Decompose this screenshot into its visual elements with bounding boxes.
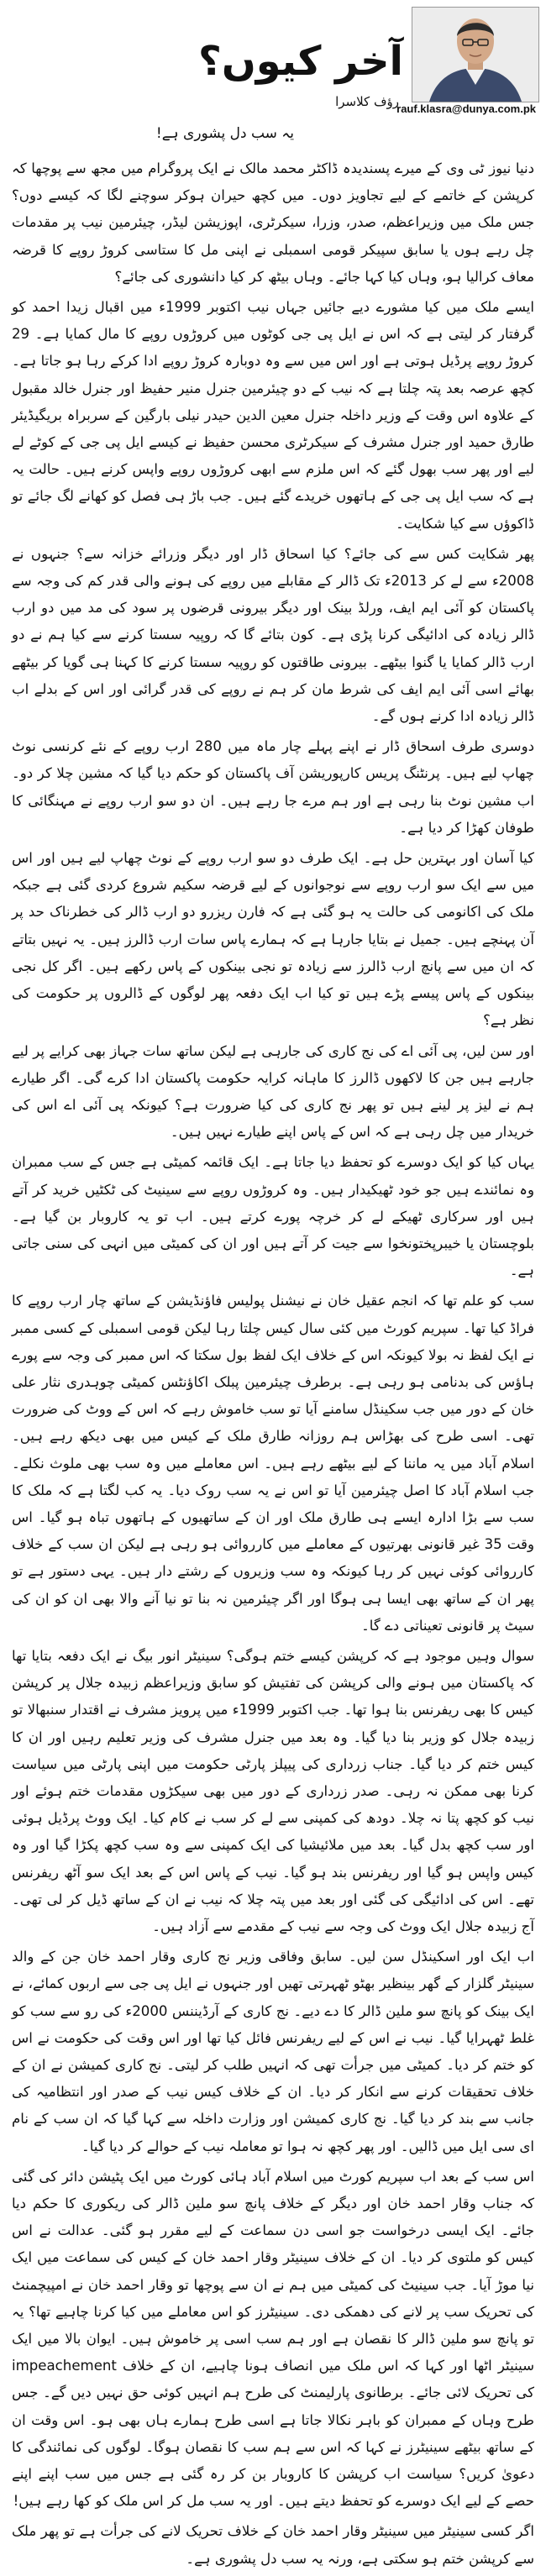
author-email[interactable]: rauf.klasra@dunya.com.pk	[396, 102, 536, 115]
article-paragraph: کیا آسان اور بہترین حل ہے۔ ایک طرف دو سو ارب روپے کے نوٹ چھاپ لیے ہیں اور اس میں سے ایک سو ارب روپے سے نوجوانوں کے لیے قرضہ سکیم شروع کردی گئی ہے جبکہ ملک کی اکانومی کی حالت یہ ہو گئی ہے کہ فارن ریزرو دو ارب ڈالر کی خطرناک حد پر آن پہنچے ہیں۔ جمیل نے بتایا جارہا ہے کہ ہمارے پاس سات ارب ڈالرز ہیں۔ یہ نہیں بتاتے کہ ان میں سے پانچ ارب ڈالرز سے زیادہ تو نجی بینکوں کے پاس رکھے ہیں۔ اگر کل نجی بینکوں کے پاس پیسے پڑے ہیں تو کیا اب ایک دفعہ پھر لوگوں کے ڈالروں پر حکومت کی نظر ہے؟	[12, 850, 534, 1029]
article-paragraph: اب ایک اور اسکینڈل سن لیں۔ سابق وفاقی وزیر نج کاری وقار احمد خان جن کے والد سینیٹر گلزار کے گھر بینظیر بھٹو ٹھہرتی تھیں اور جنہوں نے ایل پی جی سے اربوں کمائے، نے ایک بینک کو پانچ سو ملین ڈالر کا دے دیے۔ نج کاری کے آرڈیننس 2000ء کی رو سے سب کو غلط ٹھہرایا گیا۔ نیب نے اس کے لیے ریفرنس فائل کیا تھا اور اس وقت کی حکومت نے اس کو ختم کر دیا۔ کمیٹی میں جرأت تھی کہ انہیں طلب کر لیتی۔ نج کاری کمیشن نے ان کے خلاف تحقیقات کرنے سے انکار کر دیا۔ ان کے خلاف کیس نیب کے صدر اور انتظامیہ کی جانب سے بند کر دیا گیا۔ نج کاری کمیشن اور وزارت داخلہ سے کہا گیا کہ ان سب کے نام ای سی ایل میں ڈالیں۔ اور پھر کچھ نہ ہوا تو معاملہ نیب کے حوالے کر دیا گیا۔	[12, 1949, 535, 2154]
article-paragraph: دوسری طرف اسحاق ڈار نے اپنے پہلے چار ماہ میں 280 ارب روپے کے نئے کرنسی نوٹ چھاپ لیے ہیں۔ پرنٹنگ پریس کارپوریشن آف پاکستان کو حکم دیا گیا کہ مشین چلا کر دو۔ اب مشین نوٹ بنا رہی ہے اور ہم مرے جا رہے ہیں۔ ان دو سو ارب روپے نے مہنگائی کا طوفان کھڑا کر دیا ہے۔	[12, 738, 534, 836]
article-paragraph: اور سن لیں، پی آئی اے کی نج کاری کی جارہی ہے لیکن ساتھ سات جہاز بھی کرایے پر لیے جارہے ہیں جن کا لاکھوں ڈالرز کا ماہانہ کرایہ حکومت پاکستان ادا کرے گی۔ اگر طیارے ہم نے لیز پر لینے ہیں تو پھر نج کاری کی کیا ضرورت ہے؟ کیونکہ پی آئی اے اس کی خریدار میں چل رہی ہے کہ اس کے پاس اپنے طیارے نہیں ہیں۔	[12, 1042, 534, 1141]
article-paragraph: دنیا نیوز ٹی وی کے میرے پسندیدہ ڈاکٹر محمد مالک نے ایک پروگرام میں مجھ سے پوچھا کہ کرپشن کے خاتمے کے لیے تجاویز دوں۔ میں کچھ حیران ہوکر سوچنے لگا کہ کیسے دوں؟ جس ملک میں وزیراعظم، صدر، وزرا، سیکرٹری، اپوزیشن لیڈر، چیئرمین نیب پر مقدمات چل رہے ہوں یا سابق سپیکر قومی اسمبلی نے اپنی مل کا ستاسی کروڑ روپے کا قرضہ معاف کرالیا ہو، وہاں کیا کہا جائے۔ وہاں بیٹھ کر کیا دانشوری کی جائے؟	[12, 160, 534, 285]
author-photo	[412, 7, 539, 102]
column-title: آخر کیوں؟	[197, 38, 403, 85]
article-paragraph: اگر کسی سینیٹر میں سینیٹر وقار احمد خان کے خلاف تحریک لانے کی جرأت ہے تو پھر ملک سے کرپشن ختم ہو سکتی ہے، ورنہ یہ سب دل پشوری ہے۔	[12, 2523, 534, 2567]
article-paragraph: ایسے ملک میں کیا مشورے دیے جائیں جہاں نیب اکتوبر 1999ء میں اقبال زیدا احمد کو گرفتار کر لیتی ہے کہ اس نے ایل پی جی کوٹوں میں کروڑوں روپے کا مال کمایا ہے۔ 29 کروڑ روپے پرڈیل ہوتی ہے اور اس میں سے وہ دوبارہ کروڑ روپے ادا کرکے رہا ہو جاتا ہے۔ کچھ عرصہ بعد پتہ چلتا ہے کہ نیب کے دو چیئرمین جنرل منیر حفیظ اور جنرل خالد مقبول کے علاوہ اس وقت کے وزیر داخلہ جنرل معین الدین حیدر نیلی بارگین کے سربراہ بریگیڈیئر طارق حمید اور جنرل مشرف کے سیکرٹری محسن حفیظ نے کیسے ایل پی جی کے کوٹے لے لیے اور پھر سب بھول گئے کہ اس ملزم سے ابھی کروڑوں روپے واپس کرنے ہیں۔ حالت یہ ہے کہ سب ایل پی جی کے ہاتھوں خریدے گئے ہیں۔ جب باڑ ہی فصل کو کھانے لگ جائے تو ڈاکوؤں سے کیا شکایت۔	[12, 299, 534, 532]
author-name: رؤف کلاسرا	[335, 94, 399, 109]
author-portrait-icon	[412, 8, 538, 102]
article-paragraph: یہاں کیا کو ایک دوسرے کو تحفظ دیا جاتا ہے۔ ایک قائمہ کمیٹی ہے جس کے سب ممبران وہ نمائندے ہیں جو خود ٹھیکیدار ہیں۔ وہ کروڑوں روپے سے سینیٹ کی ٹکٹیں خرید کر آتے ہیں اور سرکاری ٹھیکے لے کر خرچہ پورے کرتے ہیں۔ اب تو یہ کاروبار بن گیا ہے۔ بلوچستان یا خیبرپختونخوا سے جیت کر آتے ہیں اور ان کی کمیٹی میں انہی کی سنی جاتی ہے۔	[12, 1154, 534, 1279]
article-paragraph: سب کو علم تھا کہ انجم عقیل خان نے نیشنل پولیس فاؤنڈیشن کے ساتھ چار ارب روپے کا فراڈ کیا تھا۔ سپریم کورٹ میں کئی سال کیس چلتا رہا لیکن قومی اسمبلی کے کسی ممبر نے ایک لفظ نہ بولا کیونکہ اس کے خلاف ایک لفظ بول سکتا کہ اس ممبر کی وجہ سے پورے ہاؤس کی بدنامی ہو رہی ہے۔ برطرف چیئرمین پبلک اکاؤنٹس کمیٹی چوہدری نثار علی خان کے دور میں جب سکینڈل سامنے آیا تو سب خاموش رہے کہ اس کے ووٹ کی ضرورت تھی۔ اسی طرح کی بھڑاس ہم روزانہ طارق ملک کے کیس میں بھی دیکھ رہے ہیں۔ اسلام آباد میں یہ ماننا کے لیے بیٹھے رہے ہیں۔ اس معاملے میں وہ سب بھی ملوث نکلے۔ جب اسلام آباد کا اصل چیئرمین آیا تو اس نے یہ سب روک دیا۔ یہ کب لگتا ہے کہ ملک کا سب سے بڑا ادارہ ایسے ہی طارق ملک اور ان کے ساتھیوں کے ہاتھوں تباہ ہو گیا۔ اس وقت 35 غیر قانونی بھرتیوں کے معاملے میں کارروائی ہو رہی ہے لیکن ان سب کے خلاف کارروائی کوئی نہیں کر رہا کیونکہ وہ سب وزیروں کے رشتے دار ہیں۔ یہی دستور ہے تو پھر ان کے ساتھ بھی ایسا ہی ہوگا اور اگر چیئرمین نہ بنا تو نیا آنے والا بھی ان کو ان کی سیٹ پر قانونی تعیناتی دے گا۔	[12, 1293, 534, 1634]
article-paragraph: پھر شکایت کس سے کی جائے؟ کیا اسحاق ڈار اور دیگر وزرائے خزانہ سے؟ جنہوں نے 2008ء سے لے کر 2013ء تک ڈالر کے مقابلے میں روپے کی ہونے والی قدر کم کی وجہ سے پاکستان کو آئی ایم ایف، ورلڈ بینک اور دیگر بیرونی قرضوں پر سود کی مد میں دو ارب ڈالر زیادہ کی ادائیگی کرنا پڑی ہے۔ کون بتائے گا کہ روپیہ سستا کرنے سے کیا ہم نے دو ارب ڈالر کمایا یا گنوا بیٹھے۔ بیرونی طاقتوں کو روپیہ سستا کرنے کا کہنا ہی گویا کر بیٹھے بھائے اسی آئی ایم ایف کی شرط مان کر ہم نے روپے کی قدر گرائی اور اس کے بدلے اب ڈالر زیادہ ادا کرنے ہوں گے۔	[12, 545, 534, 725]
article-body	[12, 155, 534, 2576]
article-paragraph: اس سب کے بعد اب سپریم کورٹ میں اسلام آباد ہائی کورٹ میں ایک پٹیشن دائر کی گئی کہ جناب وقار احمد خان اور دیگر کے خلاف پانچ سو ملین ڈالر کی ریکوری کا حکم دیا جائے۔ ایک ایسی درخواست جو اسی دن سماعت کے لیے مقرر ہو گئی۔ عدالت نے اس کیس کو ملتوی کر دیا۔ ان کے خلاف سینیٹر وقار احمد خان کے کیس کی سماعت میں ایک نیا موڑ آیا۔ جب سینیٹ کی کمیٹی میں ہم نے ان سے پوچھا تو وقار احمد خان نے امپیچمنٹ کی تحریک سب پر لانے کی دھمکی دی۔ سینیٹرز کو اس معاملے میں کیا کرنا چاہیے تھا؟ یہ تو پانچ سو ملین ڈالر کا نقصان ہے اور ہم سب اسی پر خاموش ہیں۔ ایوان بالا میں ایک سینیٹر اٹھا اور کہا کہ اس ملک میں انصاف ہونا چاہیے، ان کے خلاف impeachement کی تحریک لائی جائے۔ برطانوی پارلیمنٹ کی طرح ہم انہیں کوئی حق نہیں دیں گے۔ جس طرح وہاں کے ممبران کو باہر نکالا جاتا ہے اسی طرح ہمارے ہاں بھی ہو۔ اس وقت ان کے ساتھ بیٹھے سینیٹرز نے کہا کہ اس سے ہم سب کا نقصان ہوگا۔ لوگوں کی نمائندگی کا دعویٰ کریں؟ سیاست اب کرپشن کا کاروبار بن کر رہ گئی ہے جس میں سب اپنے اپنے حصے کے لیے ایک دوسرے کو تحفظ دیتے ہیں۔ اور یہ سب مل کر اس ملک کو کھا رہے ہیں!	[12, 2168, 534, 2510]
column-header	[0, 0, 546, 142]
column-subtitle: یہ سب دل پشوری ہے!	[155, 125, 294, 142]
article-paragraph: سوال وہیں موجود ہے کہ کرپشن کیسے ختم ہوگی؟ سینیٹر انور بیگ نے ایک دفعہ بتایا تھا کہ پاکستان میں ہونے والی کرپشن کی تفتیش کو سابق وزیراعظم زبیدہ جلال پر کرپشن کیس کا بھی ریفرنس بنا ہوا تھا۔ جب اکتوبر 1999ء میں پرویز مشرف نے اقتدار سنبھالا تو زبیدہ جلال کو وزیر بنا دیا گیا۔ وہ بعد میں جنرل مشرف کی وزیر تعلیم رہیں اور ان کا کیس ختم کر دیا گیا۔ جناب زرداری کی پیپلز پارٹی حکومت میں اپنی پارٹی میں سیاست کرنا بھی ممکن نہ رہی۔ صدر زرداری کے دور میں بھی سیکڑوں مقدمات ختم ہوئے اور نیب کو کچھ پتا نہ چلا۔ دودھ کی کمپنی سے لے کر سب نے کام کیا۔ ایک ووٹ پرڈیل ہوئی اور سب کچھ بدل گیا۔ بعد میں ملائیشیا کی ایک کمپنی سے وہ سب کچھ پکڑا گیا اور وہ کیس واپس ہو گیا اور ریفرنس بند ہو گیا۔ نیب کے پاس اس کے بعد ایک سو آٹھ ریفرنس تھے۔ اس کی ادائیگی کی گئی اور بعد میں پتہ چلا کہ نیب نے ان کے ساتھ ڈیل کر لی تھی۔ آج زبیدہ جلال ایک ووٹ کی وجہ سے نیب کے مقدمے سے آزاد ہیں۔	[12, 1647, 534, 1934]
